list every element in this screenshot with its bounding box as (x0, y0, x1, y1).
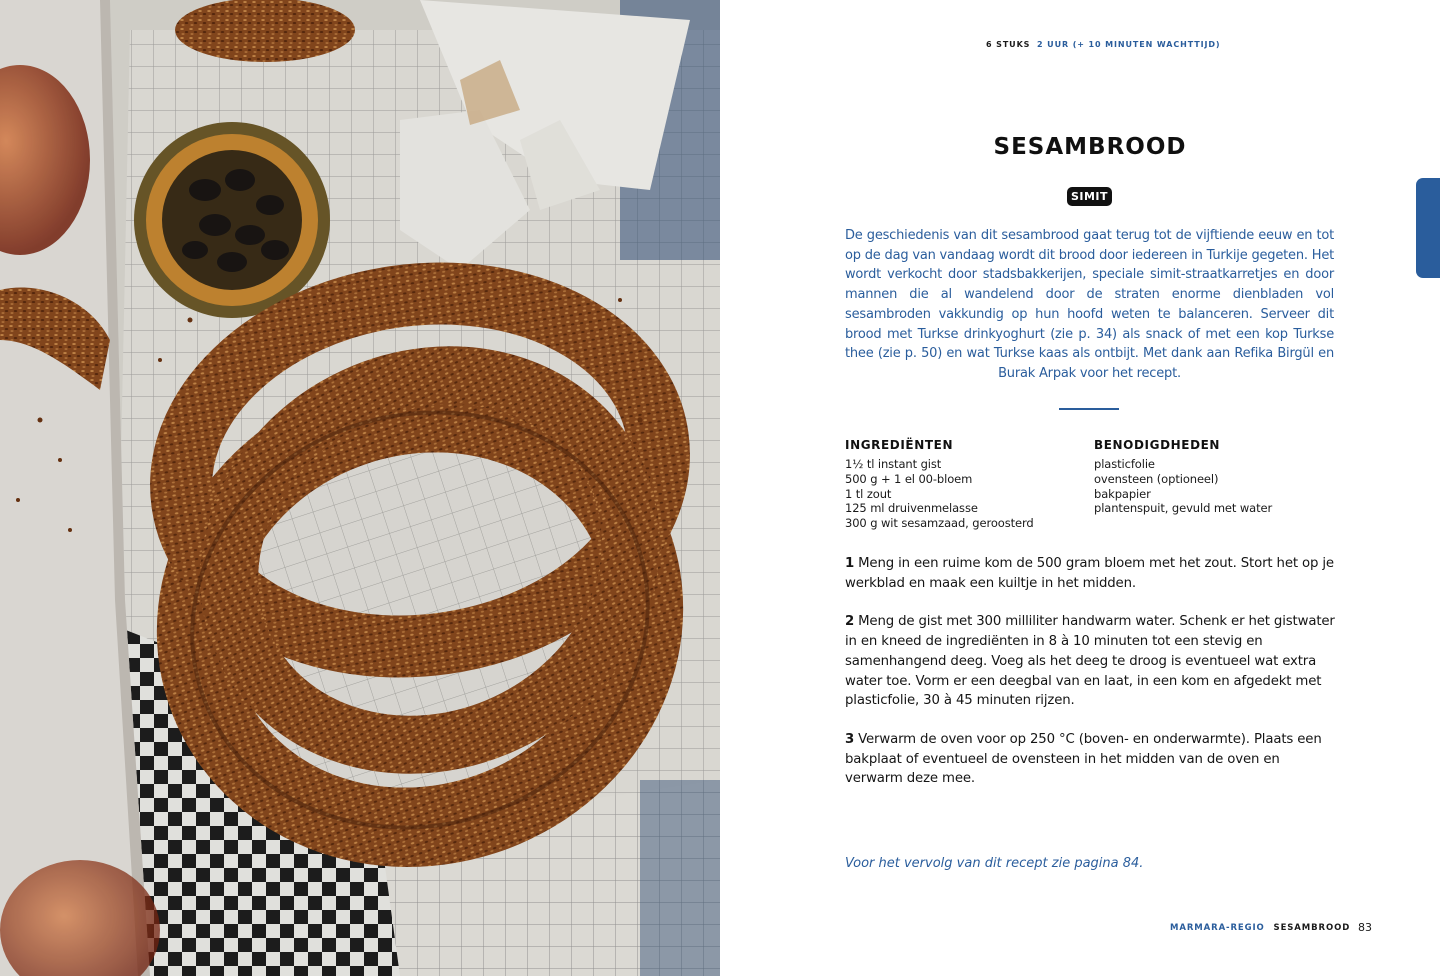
step-number: 2 (845, 614, 855, 630)
method-step (845, 730, 1337, 789)
page-number: 83 (1358, 921, 1372, 934)
local-name-badge: SIMIT (1067, 187, 1112, 206)
step-number: 1 (845, 556, 855, 571)
ingredient-item: 1 tl zout (845, 486, 892, 501)
step-number: 3 (845, 731, 855, 747)
method-step (845, 554, 1337, 593)
ingredients-list (845, 457, 1085, 531)
step-text: Meng in een ruime kom de 500 gram bloem met het zout. Stort het op je werkblad en maak een kuiltje in het midden. (845, 556, 1334, 591)
recipe-meta (986, 40, 1246, 49)
running-footer (1170, 923, 1380, 933)
ingredient-item: 300 g wit sesamzaad, geroosterd (845, 516, 1034, 531)
ingredient-item: 500 g + 1 el 00-bloem (845, 471, 973, 486)
servings: 6 STUKS (986, 40, 1031, 49)
step-text: Meng de gist met 300 milliliter handwarm water. Schenk er het gistwater in en kneed de ingrediënten in 8 à 10 minuten tot een stevig en samenhangend deeg. Voeg als het deeg te droog is eventueel wat extra water toe. Vorm er een deegbal van en laat, in een kom en afgedekt met plasticfolie, 30 à 45 minuten rijzen. (845, 614, 1335, 709)
footer-recipe-name: SESAMBROOD (1273, 923, 1351, 933)
equipment-section (1094, 438, 1334, 516)
equipment-item: ovensteen (optioneel) (1094, 471, 1219, 486)
continued-note: Voor het vervolg van dit recept zie pagina 84. (845, 856, 1144, 871)
section-divider (1059, 408, 1119, 410)
method-step (845, 612, 1337, 711)
equipment-item: bakpapier (1094, 486, 1151, 501)
method-steps (845, 554, 1337, 808)
recipe-title: SESAMBROOD (993, 134, 1187, 160)
equipment-item: plasticfolie (1094, 457, 1155, 471)
chapter-tab (1416, 178, 1440, 278)
recipe-page (720, 0, 1440, 976)
equipment-item: plantenspuit, gevuld met water (1094, 501, 1273, 516)
ingredients-heading: INGREDIËNTEN (845, 438, 954, 452)
ingredient-item: 125 ml druivenmelasse (845, 501, 978, 516)
step-text: Verwarm de oven voor op 250 °C (boven- en onderwarmte). Plaats een bakplaat of eventueel de ovensteen in het midden van de oven en verwarm deze mee. (845, 731, 1322, 787)
footer-region: MARMARA-REGIO (1170, 923, 1265, 933)
ingredient-item: 1½ tl instant gist (845, 457, 942, 471)
equipment-heading: BENODIGDHEDEN (1094, 438, 1221, 452)
ingredients-section (845, 438, 1085, 531)
recipe-intro: De geschiedenis van dit sesambrood gaat terug tot de vijftiende eeuw en tot op de dag van vandaag wordt dit brood door iedereen in Turkije gegeten. Het wordt verkocht door stadsbakkerijen, speciale simit-straatkarretjes en door mannen die al wandelend door de straten enorme dienbladen vol sesambroden vakkundig op hun hoofd weten te balanceren. Serveer dit brood met Turkse drinkyoghurt (zie p. 34) als snack of met een kop Turkse thee (zie p. 50) en wat Turkse kaas als ontbijt. Met dank aan Refika Birgül en Burak Arpak voor het recept. (845, 228, 1335, 381)
equipment-list (1094, 457, 1334, 516)
duration: 2 UUR (+ 10 MINUTEN WACHTTIJD) (1037, 40, 1221, 49)
